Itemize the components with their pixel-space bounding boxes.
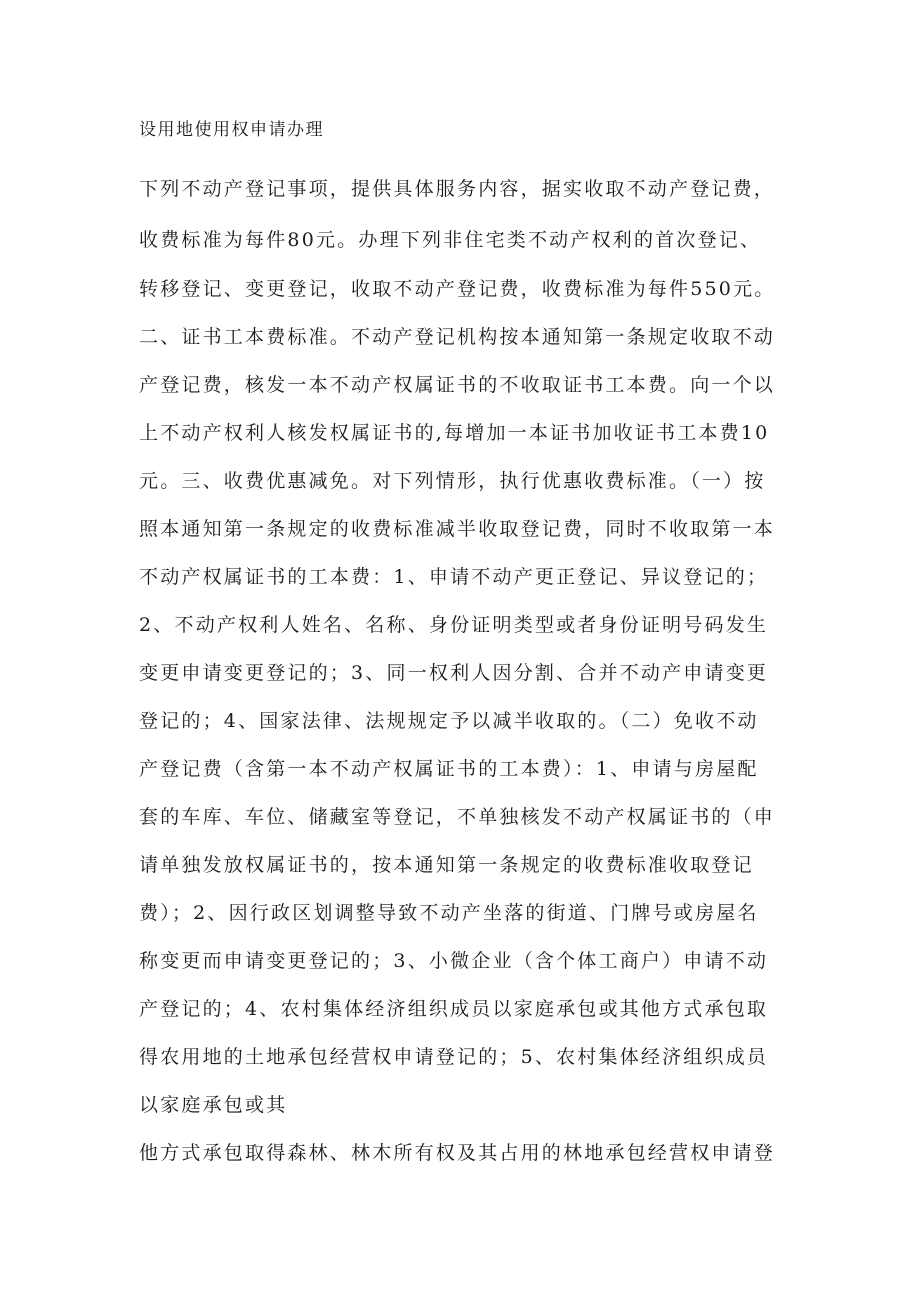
paragraph-line: 2、不动产权利人姓名、名称、身份证明类型或者身份证明号码发生 [139, 614, 769, 636]
paragraph-line: 得农用地的土地承包经营权申请登记的；5、农村集体经济组织成员 [139, 1046, 769, 1068]
paragraph-line: 请单独发放权属证书的，按本通知第一条规定的收费标准收取登记 [139, 854, 754, 876]
paragraph-line: 他方式承包取得森林、林木所有权及其占用的林地承包经营权申请登 [139, 1142, 776, 1164]
paragraph-line: 以家庭承包或其 [139, 1094, 288, 1116]
paragraph-line: 产登记费，核发一本不动产权属证书的不收取证书工本费。向一个以 [139, 374, 776, 396]
paragraph-line: 照本通知第一条规定的收费标准减半收取登记费，同时不收取第一本 [139, 518, 776, 540]
paragraph-line: 产登记的；4、农村集体经济组织成员以家庭承包或其他方式承包取 [139, 998, 769, 1020]
paragraph-line: 上不动产权利人核发权属证书的,每增加一本证书加收证书工本费10 [139, 422, 770, 444]
paragraph-line: 称变更而申请变更登记的；3、小微企业（含个体工商户）申请不动 [139, 950, 769, 972]
paragraph-line: 登记的；4、国家法律、法规规定予以减半收取的。（二）免收不动 [139, 710, 759, 732]
paragraph-line: 费）；2、因行政区划调整导致不动产坐落的街道、门牌号或房屋名 [139, 902, 759, 924]
paragraph-line: 产登记费（含第一本不动产权属证书的工本费）：1、申请与房屋配 [139, 758, 759, 780]
paragraph-line: 不动产权属证书的工本费：1、申请不动产更正登记、异议登记的； [139, 566, 769, 588]
paragraph-line: 变更申请变更登记的；3、同一权利人因分割、合并不动产申请变更 [139, 662, 769, 684]
paragraph-line: 收费标准为每件80元。办理下列非住宅类不动产权利的首次登记、 [139, 229, 762, 251]
paragraph-line: 套的车库、车位、储藏室等登记，不单独核发不动产权属证书的（申 [139, 806, 776, 828]
paragraph-line: 转移登记、变更登记，收取不动产登记费，收费标准为每件550元。 [139, 278, 776, 300]
page-heading: 设用地使用权申请办理 [139, 120, 324, 140]
paragraph-line: 下列不动产登记事项，提供具体服务内容，据实收取不动产登记费， [139, 178, 776, 200]
paragraph-line: 二、证书工本费标准。不动产登记机构按本通知第一条规定收取不动 [139, 326, 776, 348]
paragraph-line: 元。三、收费优惠减免。对下列情形，执行优惠收费标准。（一）按 [139, 470, 766, 492]
